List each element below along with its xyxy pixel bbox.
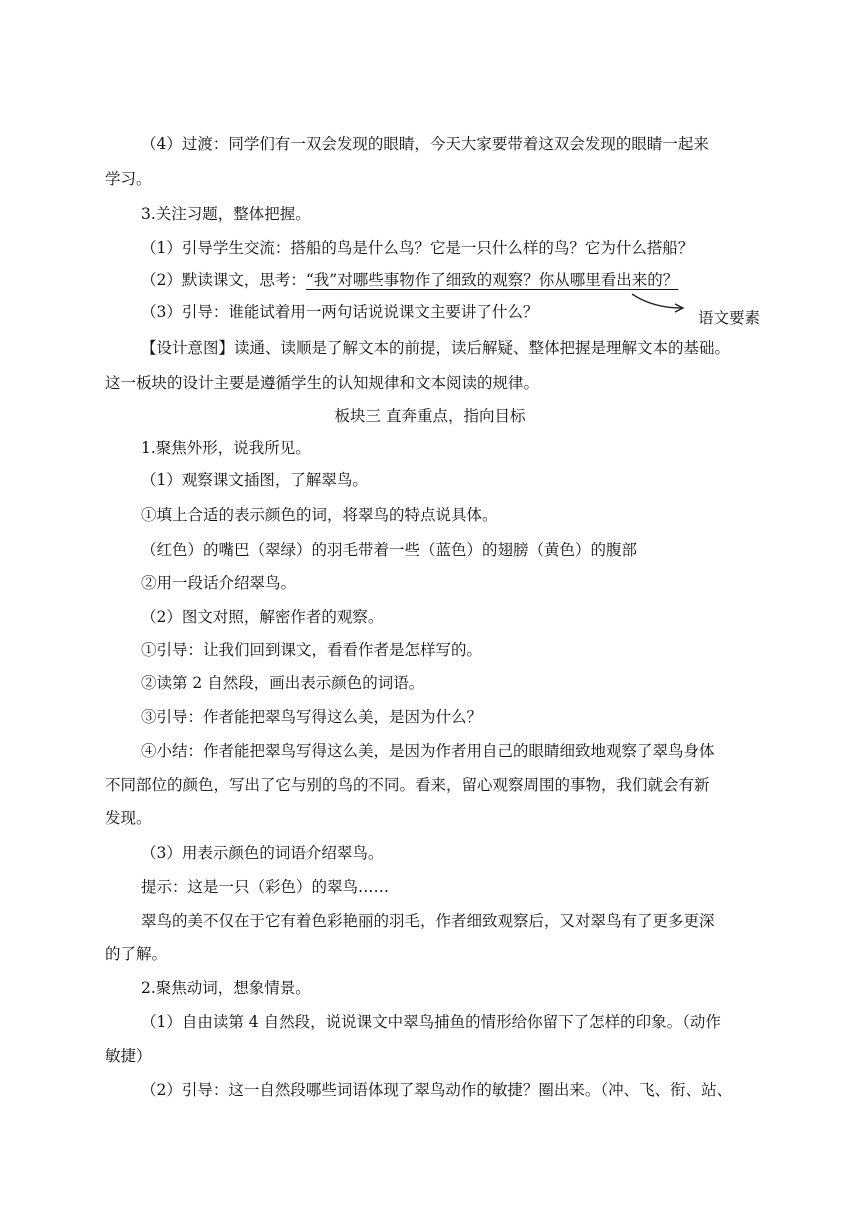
- text-line: （1）引导学生交流：搭船的鸟是什么鸟？它是一只什么样的鸟？它为什么搭船？: [141, 239, 694, 257]
- text-line: （3）引导：谁能试着用一两句话说说课文主要讲了什么？: [141, 303, 539, 321]
- text-line: ④小结：作者能把翠鸟写得这么美，是因为作者用自己的眼睛细致地观察了翠鸟身体: [141, 742, 715, 760]
- text-line: （2）引导：这一自然段哪些词语体现了翠鸟动作的敏捷？圈出来。（冲、飞、衔、站、: [141, 1081, 733, 1099]
- section-heading: 板块三 直奔重点，指向目标: [334, 407, 526, 425]
- text-line: 发现。: [105, 809, 152, 827]
- design-intent-line: 【设计意图】读通、读顺是了解文本的前提，读后解疑、整体把握是理解文本的基础。: [141, 339, 731, 357]
- annotation-label: 语文要素: [698, 309, 761, 327]
- text-line: 提示：这是一只（彩色）的翠鸟……: [141, 878, 390, 896]
- text-line: （2）图文对照，解密作者的观察。: [141, 608, 384, 626]
- underlined-question: “我”对哪些事物作了细致的观察？你从哪里看出来的？: [305, 271, 679, 289]
- question-prefix: （2）默读课文，思考：: [141, 271, 306, 289]
- text-line: 的了解。: [105, 945, 168, 963]
- text-line: （3）用表示颜色的词语介绍翠鸟。: [141, 844, 384, 862]
- text-line: 3.关注习题，整体把握。: [141, 205, 311, 223]
- text-line: （4）过渡：同学们有一双会发现的眼睛，今天大家要带着这双会发现的眼睛一起来: [141, 135, 709, 153]
- text-line: [141, 270, 678, 290]
- text-line: 1.聚焦外形，说我所见。: [141, 439, 311, 457]
- text-line: 2.聚焦动词，想象情景。: [141, 979, 311, 997]
- text-line: 学习。: [105, 170, 152, 188]
- curved-arrow-icon: [628, 290, 688, 316]
- text-line: ②读第 2 自然段，画出表示颜色的词语。: [141, 674, 425, 692]
- text-line: （1）观察课文插图，了解翠鸟。: [141, 471, 368, 489]
- text-line: （红色）的嘴巴（翠绿）的羽毛带着一些（蓝色）的翅膀（黄色）的腹部: [141, 541, 638, 559]
- text-line: （1）自由读第 4 自然段，说说课文中翠鸟捕鱼的情形给你留下了怎样的印象。（动作: [141, 1013, 721, 1031]
- text-line: ③引导：作者能把翠鸟写得这么美，是因为什么？: [141, 708, 483, 726]
- text-line: ②用一段话介绍翠鸟。: [141, 574, 297, 592]
- text-line: 翠鸟的美不仅在于它有着色彩艳丽的羽毛，作者细致观察后，又对翠鸟有了更多更深: [141, 912, 715, 930]
- text-line: 不同部位的颜色，写出了它与别的鸟的不同。看来，留心观察周围的事物，我们就会有新: [105, 776, 710, 794]
- text-line: ①填上合适的表示颜色的词，将翠鸟的特点说具体。: [141, 506, 498, 524]
- text-line: 敏捷）: [105, 1047, 152, 1065]
- text-line: 这一板块的设计主要是遵循学生的认知规律和文本阅读的规律。: [105, 374, 540, 392]
- text-line: ①引导：让我们回到课文，看看作者是怎样写的。: [141, 641, 483, 659]
